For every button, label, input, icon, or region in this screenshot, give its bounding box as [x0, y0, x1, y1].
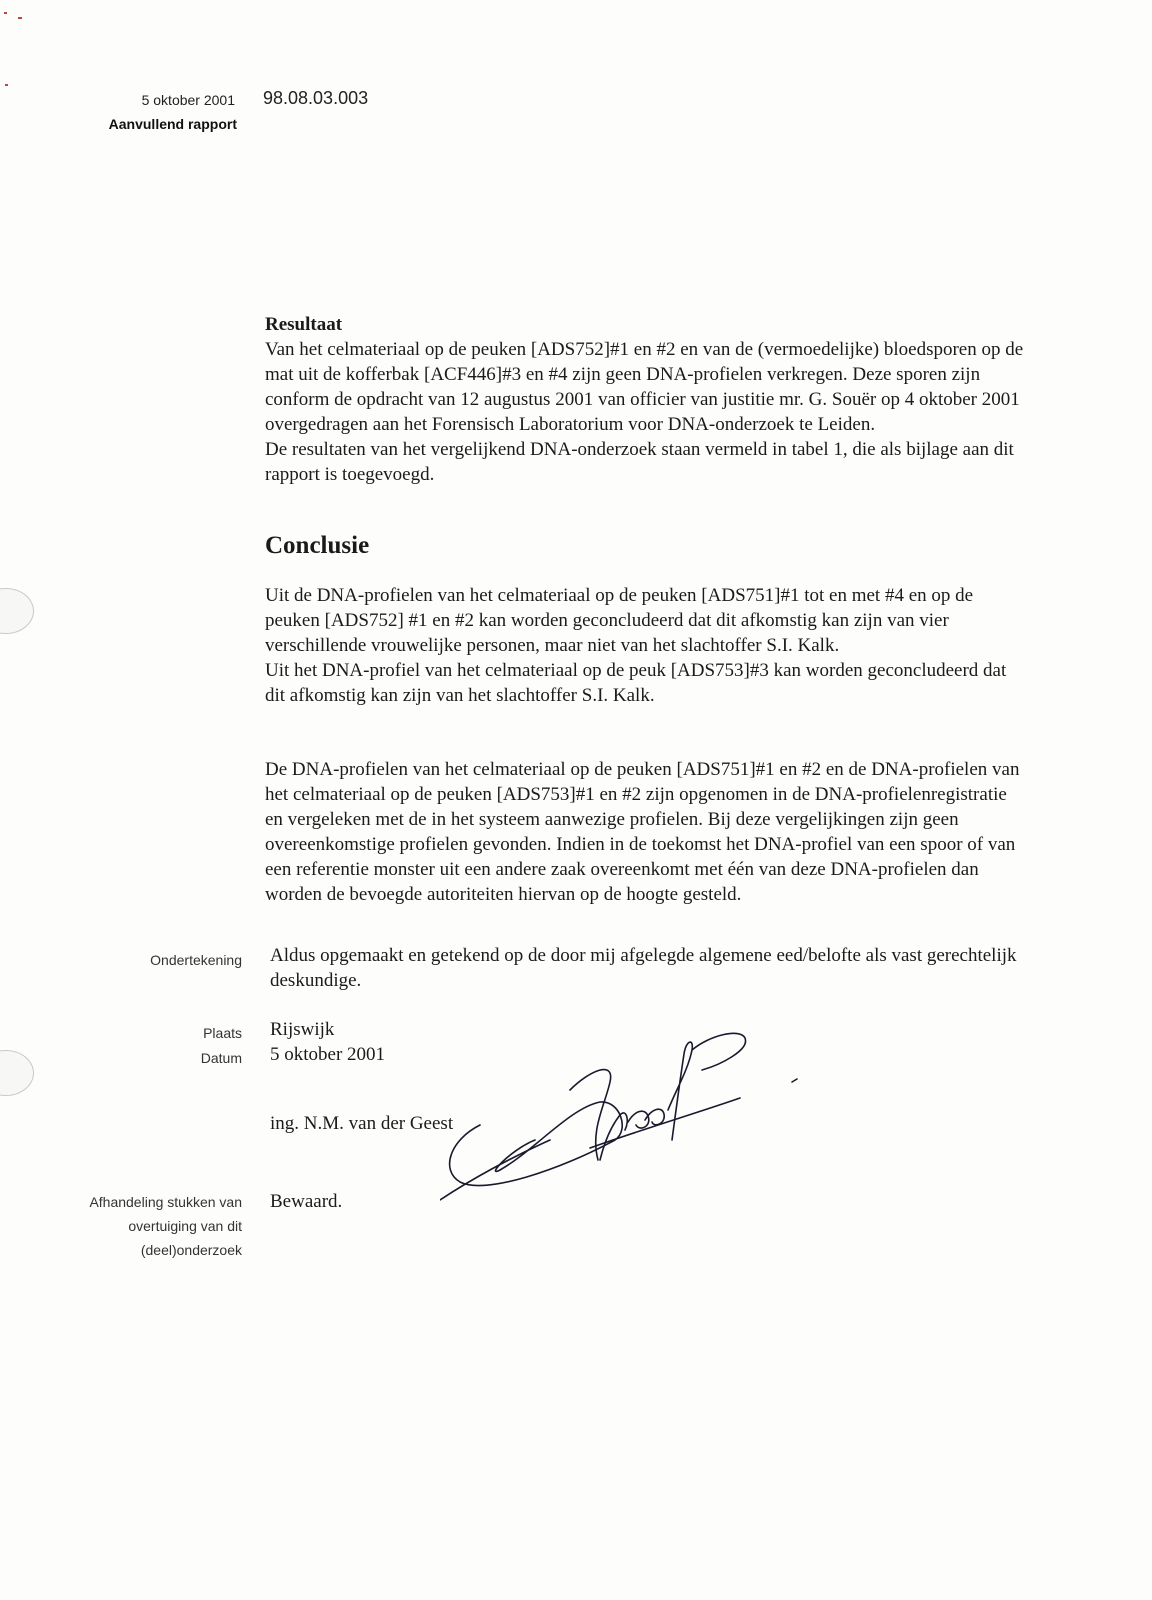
label-ondertekening: Ondertekening [150, 952, 242, 968]
resultaat-paragraph-2: De resultaten van het vergelijkend DNA-onderzoek staan vermeld in tabel 1, die als bijlage aan dit rapport is toegevoegd. [265, 439, 1014, 485]
punch-hole-lower [0, 1050, 34, 1096]
reference-number: 98.08.03.003 [263, 88, 369, 108]
date-value: 5 oktober 2001 [270, 1044, 386, 1065]
handling-label [89, 1190, 242, 1262]
header-date: 5 oktober 2001 [141, 92, 235, 108]
resultaat-heading: Resultaat [265, 314, 343, 335]
punch-hole-upper [0, 588, 34, 634]
conclusie-section [265, 583, 1025, 708]
conclusie-paragraph-2: Uit het DNA-profiel van het celmateriaal op de peuk [ADS753]#3 kan worden geconcludeerd dat dit afkomstig kan zijn van het slachtoffer S.I. Kalk. [265, 660, 1007, 706]
conclusie-heading: Conclusie [265, 532, 370, 559]
signatory-name: ing. N.M. van der Geest [270, 1113, 454, 1134]
conclusie-paragraph-3: De DNA-profielen van het celmateriaal op de peuken [ADS751]#1 en #2 en de DNA-profielen van het celmateriaal op de peuken [ADS753]#1 en #2 zijn opgenomen in de DNA-profielenregistratie en vergeleken met de in het systeem aanwezige profielen. Bij deze vergelijkingen zijn geen overeenkomstige profielen gevonden. Indien in de toekomst het DNA-profiel van een spoor of van een referentie monster uit een andere zaak overeenkomt met één van deze DNA-profielen dan worden de bevoegde autoriteiten hiervan op de hoogte gesteld. [265, 759, 1020, 905]
resultaat-paragraph-1: Van het celmateriaal op de peuken [ADS752]#1 en #2 en van de (vermoedelijke) bloedsporen op de mat uit de kofferbak [ACF446]#3 en #4 zijn geen DNA-profielen verkregen. Deze sporen zijn conform de opdracht van 12 augustus 2001 van officier van justitie mr. G. Souër op 4 oktober 2001 overgedragen aan het Forensisch Laboratorium voor DNA-onderzoek te Leiden. [265, 339, 1024, 435]
label-datum: Datum [200, 1050, 242, 1066]
label-plaats: Plaats [203, 1025, 242, 1041]
oath-text: Aldus opgemaakt en getekend op de door mij afgelegde algemene eed/belofte als vast gerechtelijk deskundige. [270, 945, 1017, 991]
handwritten-signature [440, 1030, 800, 1210]
handling-value: Bewaard. [270, 1191, 343, 1212]
place-value: Rijswijk [270, 1019, 335, 1040]
handling-label-line-1: Afhandeling stukken van [89, 1194, 242, 1210]
conclusie-paragraph-1: Uit de DNA-profielen van het celmateriaal op de peuken [ADS751]#1 tot en met #4 en op de peuken [ADS752] #1 en #2 kan worden geconcludeerd dat dit afkomstig kan zijn van vier verschillende vrouwelijke personen, maar niet van het slachtoffer S.I. Kalk. [265, 585, 974, 656]
resultaat-section [265, 312, 1025, 487]
scan-speck [5, 84, 8, 86]
report-type: Aanvullend rapport [108, 116, 237, 132]
scan-speck [18, 17, 22, 19]
handling-label-line-3: (deel)onderzoek [140, 1242, 242, 1258]
handling-label-line-2: overtuiging van dit [128, 1218, 242, 1234]
scan-speck [4, 12, 7, 14]
